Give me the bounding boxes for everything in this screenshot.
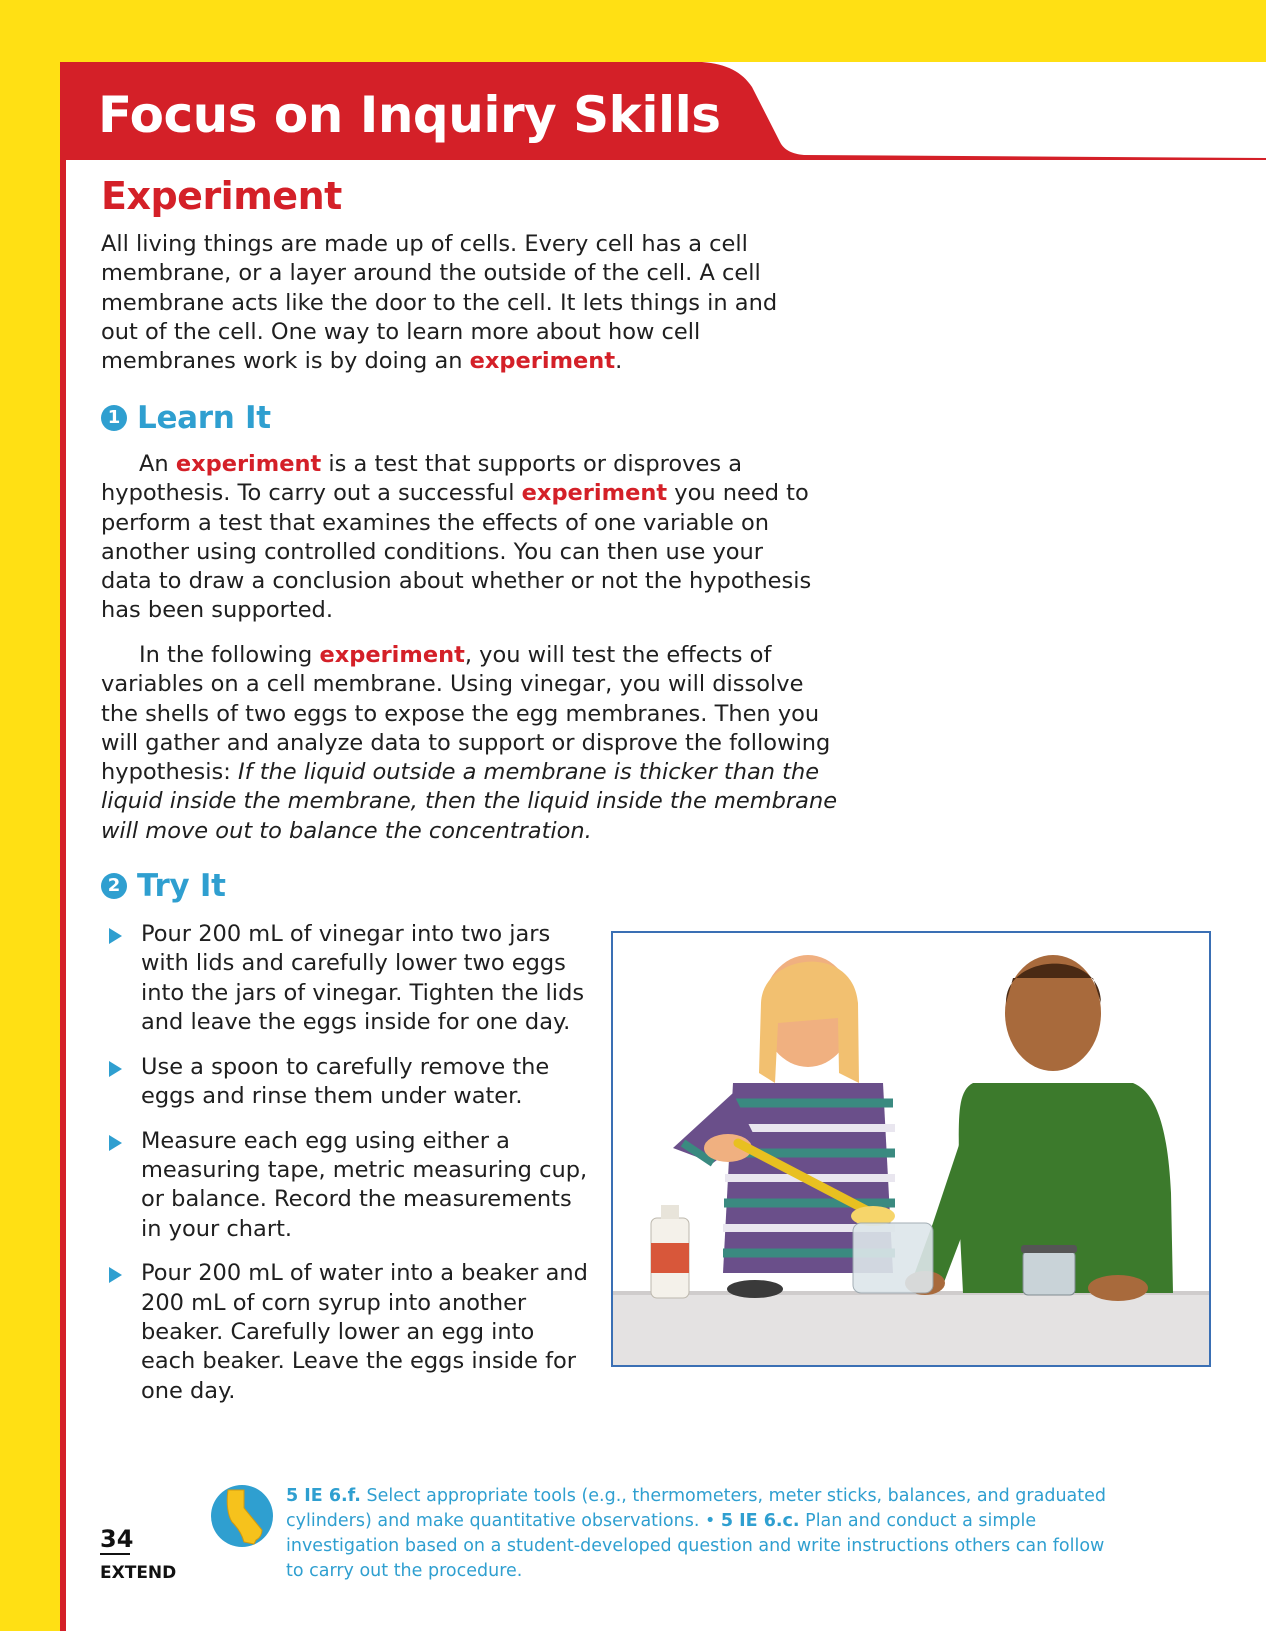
california-standards-icon bbox=[210, 1484, 274, 1548]
step-text: Pour 200 mL of vinegar into two jars with lids and carefully lower two eggs into the jars of vinegar. Tighten the lids and leave the eggs inside for one day. bbox=[141, 921, 585, 1035]
step-number-badge: 1 bbox=[101, 405, 127, 431]
triangle-bullet-icon bbox=[109, 1135, 122, 1151]
standard-text: Select appropriate tools (e.g., thermometers, meter sticks, balances, and graduated cylinders) and make quantitative observations. bbox=[286, 1486, 1106, 1531]
keyword-experiment: experiment bbox=[319, 642, 465, 668]
try-it-title: Try It bbox=[137, 868, 226, 904]
keyword-experiment: experiment bbox=[521, 480, 668, 507]
text-span: , you will test the effects of variables on a cell membrane. Using vinegar, you will dissolve the shells of two eggs to expose the egg membranes. Then you will gather and analyze data to support or disprove the following hypothesis: bbox=[101, 642, 831, 786]
list-item bbox=[105, 1127, 593, 1244]
list-item bbox=[105, 1053, 593, 1112]
section-label: EXTEND bbox=[100, 1563, 177, 1583]
standards-note bbox=[286, 1484, 1116, 1584]
students-experiment-photo bbox=[611, 931, 1211, 1367]
learn-it-paragraph-2 bbox=[101, 641, 841, 846]
intro-paragraph bbox=[101, 230, 781, 376]
photo-illustration bbox=[613, 933, 1209, 1365]
page-red-edge bbox=[60, 62, 66, 1631]
list-item bbox=[105, 920, 593, 1037]
section-title: Experiment bbox=[101, 174, 342, 218]
standard-text: Plan and conduct a simple investigation based on a student-developed question and write instructions others can follow to carry out the procedure. bbox=[286, 1511, 1105, 1581]
text-span: In the following bbox=[139, 642, 313, 668]
procedure-list bbox=[105, 920, 593, 1421]
keyword-experiment: experiment bbox=[175, 451, 322, 477]
step-text: Pour 200 mL of water into a beaker and 200 mL of corn syrup into another beaker. Carefully lower an egg into each beaker. Leave the eggs inside for one day. bbox=[141, 1260, 588, 1404]
standard-code: 5 IE 6.c. bbox=[720, 1511, 800, 1531]
triangle-bullet-icon bbox=[109, 1061, 122, 1077]
step-text: Measure each egg using either a measuring tape, metric measuring cup, or balance. Record the measurements in your chart. bbox=[141, 1127, 588, 1242]
learn-it-heading bbox=[101, 400, 271, 436]
text-span: is a test that supports or disproves a hypothesis. To carry out a successful bbox=[101, 451, 742, 507]
standard-separator: • bbox=[704, 1511, 716, 1531]
try-it-heading bbox=[101, 868, 226, 904]
title-banner bbox=[62, 62, 1266, 160]
intro-period: . bbox=[615, 348, 623, 375]
triangle-bullet-icon bbox=[109, 1267, 122, 1283]
intro-text: All living things are made up of cells. Every cell has a cell membrane, or a layer around the outside of the cell. A cell membrane acts like the door to the cell. It lets things in and out of the cell. One way to learn more about how cell membranes work is by doing an bbox=[101, 231, 778, 375]
learn-it-title: Learn It bbox=[137, 400, 271, 436]
text-span: you need to perform a test that examines the effects of one variable on another using controlled conditions. You can then use your data to draw a conclusion about whether or not the hypothesis has been supported. bbox=[101, 480, 812, 624]
list-item bbox=[105, 1259, 593, 1405]
page-number: 34 bbox=[100, 1525, 134, 1553]
keyword-experiment: experiment bbox=[469, 348, 616, 375]
hypothesis-text: If the liquid outside a membrane is thicker than the liquid inside the membrane, then the liquid inside the membrane will move out to balance the concentration. bbox=[101, 759, 838, 844]
text-span: An bbox=[139, 451, 169, 477]
triangle-bullet-icon bbox=[109, 928, 122, 944]
step-number-badge: 2 bbox=[101, 873, 127, 899]
standard-code: 5 IE 6.f. bbox=[286, 1486, 361, 1506]
step-text: Use a spoon to carefully remove the eggs and rinse them under water. bbox=[141, 1053, 550, 1109]
page-title: Focus on Inquiry Skills bbox=[98, 86, 721, 144]
learn-it-paragraph-1 bbox=[101, 450, 817, 626]
